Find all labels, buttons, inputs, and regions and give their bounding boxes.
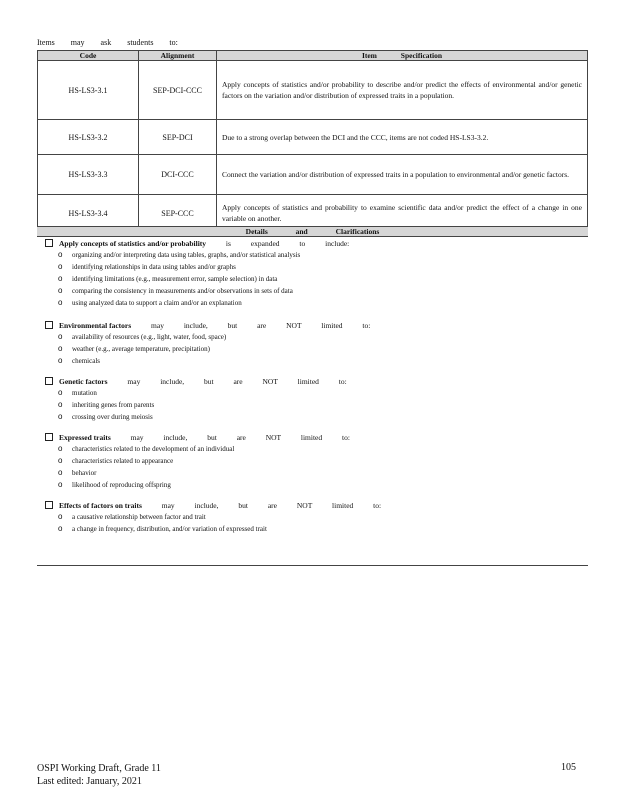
spec-cell: Connect the variation and/or distribution of expressed traits in a population to environmental and/or genetic factors. [217,155,588,195]
table-row [38,155,588,195]
list-item: o chemicals [58,356,100,365]
checkbox-bullet-icon [45,501,53,509]
footer-line-1: OSPI Working Draft, Grade 11 [37,763,161,774]
checkbox-bullet-icon [45,433,53,441]
circle-bullet-icon: o [58,298,63,307]
details-section [45,321,588,367]
section-title-rest: may include, but are NOT limited to: [107,377,347,386]
item-specification-table [37,50,588,232]
section-title-rest: may include, but are NOT limited to: [131,321,371,330]
circle-bullet-icon: o [58,524,63,533]
circle-bullet-icon: o [58,512,63,521]
section-title-bold: Effects of factors on traits [59,501,142,510]
list-item: o likelihood of reproducing offspring [58,480,171,489]
circle-bullet-icon: o [58,388,63,397]
column-header-alignment: Alignment [139,51,217,61]
circle-bullet-icon: o [58,274,63,283]
details-section [45,377,588,423]
section-title-bold: Apply concepts of statistics and/or probability [59,239,207,248]
list-item: o inheriting genes from parents [58,400,155,409]
list-item: o organizing and/or interpreting data using tables, graphs, and/or statistical analysis [58,250,301,259]
list-item: o a causative relationship between factor and trait [58,512,206,521]
footer [37,762,161,788]
circle-bullet-icon: o [58,444,63,453]
table-row [38,120,588,155]
list-item: o availability of resources (e.g., light, water, food, space) [58,332,227,341]
circle-bullet-icon: o [58,332,63,341]
list-item: o weather (e.g., average temperature, precipitation) [58,344,210,353]
alignment-cell: SEP-CCC [139,195,217,232]
column-header-item-specification: Item Specification [217,51,588,61]
section-title-rest: is expanded to include: [206,239,350,248]
circle-bullet-icon: o [58,344,63,353]
column-header-code: Code [38,51,139,61]
code-cell: HS-LS3-3.1 [38,61,139,120]
circle-bullet-icon: o [58,286,63,295]
circle-bullet-icon: o [58,250,63,259]
footer-line-2: Last edited: January, 2021 [37,776,142,787]
circle-bullet-icon: o [58,356,63,365]
spec-cell: Apply concepts of statistics and/or probability to describe and/or predict the effects of environmental and/or genetic factors on the variation and/or distribution of expressed traits in a population. [217,61,588,120]
list-item: o characteristics related to the development of an individual [58,444,235,453]
section-title-rest: may include, but are NOT limited to: [141,501,382,510]
list-item: o mutation [58,388,97,397]
circle-bullet-icon: o [58,412,63,421]
checkbox-bullet-icon [45,321,53,329]
section-title-bold: Expressed traits [59,433,111,442]
list-item: o behavior [58,468,97,477]
details-section [45,239,588,309]
alignment-cell: DCI-CCC [139,155,217,195]
list-item: o a change in frequency, distribution, and/or variation of expressed trait [58,524,267,533]
code-cell: HS-LS3-3.4 [38,195,139,232]
circle-bullet-icon: o [58,262,63,271]
circle-bullet-icon: o [58,456,63,465]
details-and-clarifications [37,226,588,535]
section-title-rest: may include, but are NOT limited to: [110,433,350,442]
details-section [45,433,588,491]
list-item: o comparing the consistency in measurements and/or observations in sets of data [58,286,293,295]
list-item: o characteristics related to appearance [58,456,174,465]
spec-cell: Due to a strong overlap between the DCI and the CCC, items are not coded HS-LS3-3.2. [217,120,588,155]
bottom-divider [37,565,588,566]
checkbox-bullet-icon [45,239,53,247]
circle-bullet-icon: o [58,400,63,409]
list-item: o using analyzed data to support a claim and/or an explanation [58,298,242,307]
code-cell: HS-LS3-3.3 [38,155,139,195]
spec-cell: Apply concepts of statistics and probability to examine scientific data and/or predict the effect of a change in one variable on another. [217,195,588,232]
code-cell: HS-LS3-3.2 [38,120,139,155]
details-section [45,501,588,535]
alignment-cell: SEP-DCI [139,120,217,155]
circle-bullet-icon: o [58,468,63,477]
table-row [38,61,588,120]
list-item: o identifying relationships in data using tables and/or graphs [58,262,236,271]
details-header: Details and Clarifications [37,227,588,237]
list-item: o identifying limitations (e.g., measurement error, sample selection) in data [58,274,278,283]
list-item: o crossing over during meiosis [58,412,153,421]
page-number: 105 [561,762,576,773]
alignment-cell: SEP-DCI-CCC [139,61,217,120]
table-header-row [38,51,588,61]
checkbox-bullet-icon [45,377,53,385]
section-title-bold: Genetic factors [59,377,108,386]
intro-text: Items may ask students to: [37,38,178,47]
circle-bullet-icon: o [58,480,63,489]
section-title-bold: Environmental factors [59,321,132,330]
